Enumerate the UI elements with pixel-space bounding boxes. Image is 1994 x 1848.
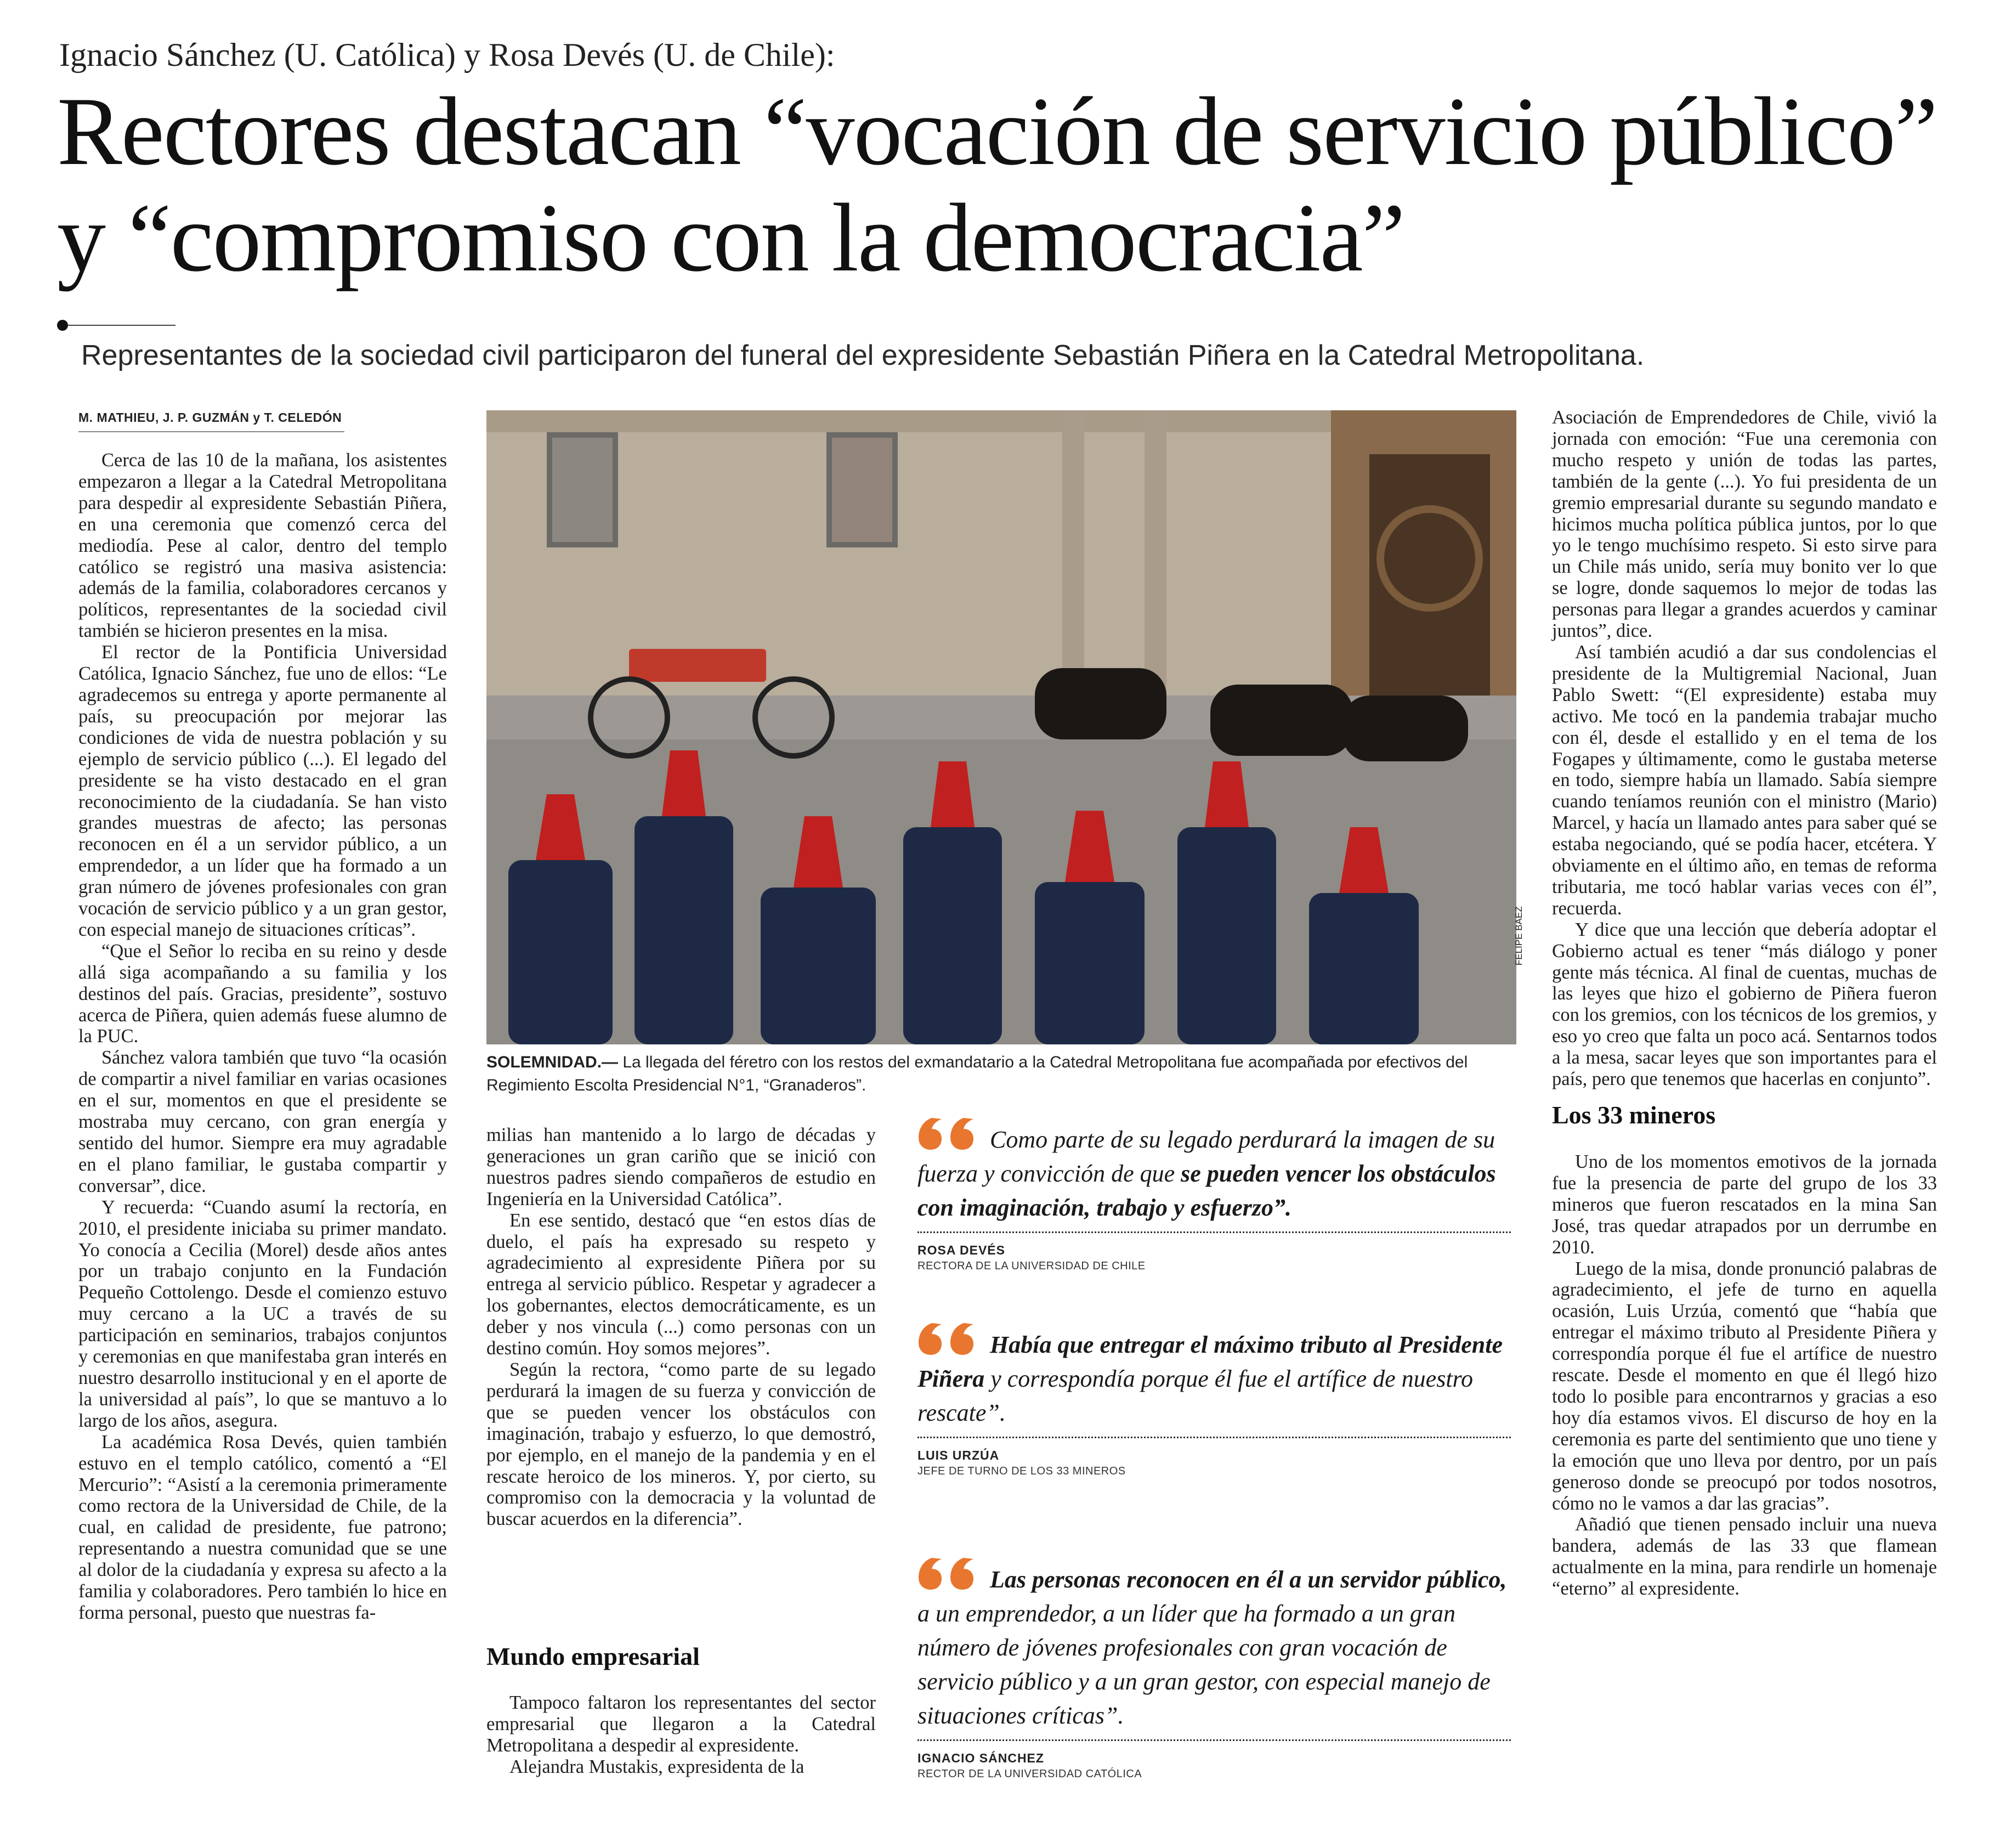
quote-text: Como parte de su legado perdurará la imagen de su fuerza y convicción de que [917,1126,1495,1187]
paragraph: Cerca de las 10 de la mañana, los asistentes empezaron a llegar a la Catedral Metropolitana para despedir al expresidente Sebastián Piñera, en una ceremonia que comenzó cerca del mediodía. Pese al calor, dentro del templo católico se registró una masiva asistencia: además de la familia, colaboradores cercanos y políticos, representantes de la sociedad civil también se hicieron presentes en la misa. [78,450,447,642]
quote-mark-icon [917,1323,984,1355]
byline-divider [78,431,344,432]
subhead-mundo-empresarial: Mundo empresarial [486,1642,700,1670]
pull-quote-deves [917,1118,1511,1273]
paragraph: Tampoco faltaron los representantes del sector empresarial que llegaron a la Catedral Metropolitana a despedir al expresidente. [486,1692,876,1756]
paragraph: Según la rectora, “como parte de su legado perdurará la imagen de su fuerza y convicción de que se pueden vencer los obstáculos con imaginación, trabajo y esfuerzo, lo que demostró, por ejemplo, en el manejo de la pandemia y en el rescate heroico de los mineros. Y, por cierto, su compromiso con la democracia y la voluntad de buscar acuerdos en la diferencia”. [486,1359,876,1530]
quote-author-role: RECTORA DE LA UNIVERSIDAD DE CHILE [917,1260,1146,1272]
article-byline: M. MATHIEU, J. P. GUZMÁN y T. CELEDÓN [78,410,342,425]
quote-text-bold: Las personas reconocen en él a un servidor público, [990,1566,1507,1593]
paragraph: Alejandra Mustakis, expresidenta de la [509,1756,805,1777]
quote-text-bold: se pueden vencer los obstáculos con imaginación, trabajo y esfuerzo”. [917,1160,1496,1221]
photo-credit: FELIPE BAEZ [1514,906,1524,965]
paragraph: Sánchez valora también que tuvo “la ocasión de compartir a nivel familiar en varias ocasiones en el sur, momentos en que el presidente se mostraba muy cercano, con gran energía y sentido del humor. Siempre era muy agradable en el plano familiar, le gustaba compartir y conversar”, dice. [78,1047,447,1196]
rule-line [68,325,175,326]
paragraph: Y dice que una lección que debería adoptar el Gobierno actual es tener “más diálogo y poner gente más técnica. Al final de cuentas, muchas de las leyes que hizo el gobierno de Piñera fueron con los gremios, con los técnicos de los gremios, y eso yo creo que falta un poco acá. Sentarnos todos a la mesa, sacar leyes que son importantes para el país, pero que tenemos que hacerlas en conjunto”. [1552,919,1937,1090]
column-3 [1552,407,1937,1600]
quote-author-role: RECTOR DE LA UNIVERSIDAD CATÓLICA [917,1768,1142,1780]
paragraph: La académica Rosa Devés, quien también estuvo en el templo católico, comentó a “El Mercurio”: “Asistí a la ceremonia primeramente como rectora de la Universidad de Chile, de la cual, en calidad de presidente, fue patrono; representando a nuestra comunidad que se une al dolor de la ciudadanía y expresa su afecto a la familia y colaboradores. Pero también lo hice en forma personal, puesto que nuestras fa- [78,1431,447,1623]
quote-text: y correspondía porque él fue el artífice de nuestro rescate”. [917,1365,1474,1426]
quote-mark-icon [917,1118,984,1150]
quote-text-bold: Había que entregar el máximo tributo al Presidente Piñera [917,1331,1503,1392]
paragraph: milias han mantenido a lo largo de décadas y generaciones un gran cariño que se inició con nuestros padres siendo compañeros de estudio en Ingeniería en la Universidad Católica”. [486,1124,876,1210]
subhead-los-33-mineros: Los 33 mineros [1552,1101,1716,1129]
quote-author-name: LUIS URZÚA [917,1448,1000,1462]
paragraph: Asociación de Emprendedores de Chile, vivió la jornada con emoción: “Fue una ceremonia con mucho respeto y unión de todas las partes, también de la gente (...). Yo fui presidenta de un gremio empresarial durante su segundo mandato e hicimos mucha política pública juntos, por lo que yo le tengo muchísimo respeto. Si esto sirve para un Chile más unido, sería muy bonito ver lo que se logre, donde saquemos lo mejor de todas las personas para llegar a grandes acuerdos y caminar juntos”, dice. [1552,407,1937,642]
rule-dot [57,320,68,331]
column-2 [486,1124,876,1530]
photo-caption [486,1051,1516,1097]
article-kicker: Ignacio Sánchez (U. Católica) y Rosa Devés (U. de Chile): [59,37,835,73]
quote-author-name: ROSA DEVÉS [917,1243,1005,1257]
paragraph: “Que el Señor lo reciba en su reino y desde allá siga acompañando a su familia y los destinos del país. Gracias, presidente”, sostuvo acerca de Piñera, quien además fuese alumno de la PUC. [78,940,447,1047]
paragraph: El rector de la Pontificia Universidad Católica, Ignacio Sánchez, fue uno de ellos: “Le agradecemos su entrega y aporte permanente al país, su preocupación por mejorar las condiciones de vida de nuestra población y su ejemplo de servicio público (...). El legado del presidente se ha visto destacado en el gran reconocimiento de la ciudadanía. Se han visto grandes muestras de afecto; las personas reconocen en él a un servidor público, a un emprendedor, a un líder que ha formado a un gran número de jóvenes profesionales con gran vocación de servicio público y a un gran gestor, con especial manejo de situaciones críticas”. [78,642,447,940]
pull-quote-sanchez [917,1558,1511,1781]
quote-text: a un emprendedor, a un líder que ha formado a un gran número de jóvenes profesionales con gran vocación de servicio público y a un gran gestor, con especial manejo de situaciones críticas”. [917,1600,1491,1729]
paragraph: Uno de los momentos emotivos de la jornada fue la presencia de parte del grupo de los 33 mineros que fueron rescatados en la mina San José, tras quedar atrapados por un derrumbe en 2010. [1552,1151,1937,1258]
quote-mark-icon [917,1558,984,1590]
paragraph: Luego de la misa, donde pronunció palabras de agradecimiento, el jefe de turno en aquella ocasión, Luis Urzúa, comentó que “había que entregar el máximo tributo al Presidente Piñera y correspondía porque él fue el artífice de nuestro rescate. Desde el momento en que él llegó hizo todo lo posible para encontrarnos y gracias a eso hoy día estamos vivos. El discurso de hoy en la ceremonia es parte del sentimiento que uno tiene y la emoción que uno lleva por dentro, por un país generoso donde se preocupó por todos nosotros, cómo no le vamos a dar las gracias”. [1552,1258,1937,1514]
quote-divider [917,1739,1511,1741]
paragraph: Añadió que tienen pensado incluir una nueva bandera, además de las 33 que flamean actualmente en la mina, para rendirle un homenaje “eterno” al expresidente. [1552,1514,1937,1600]
paragraph: En ese sentido, destacó que “en estos días de duelo, el país ha expresado su respeto y agradecimiento al expresidente Piñera por su entrega al servicio público. Respetar y agradecer a los gobernantes, electos democráticamente, es un deber y nos vincula (...) como personas con un destino común. Hoy somos mejores”. [486,1210,876,1359]
quote-divider [917,1231,1511,1233]
paragraph: Y recuerda: “Cuando asumí la rectoría, en 2010, el presidente iniciaba su primer mandato. Yo conocía a Cecilia (Morel) desde años antes por un trabajo conjunto en la Fundación Pequeño Cottolengo. Desde el comienzo estuvo muy cercano a la UC a través de su participación en seminarios, trabajos conjuntos y ceremonias en que manifestaba gran interés en nuestro desarrollo institucional y en el aporte de la universidad al país”, lo que se mantuvo a lo largo de los años, asegura. [78,1196,447,1431]
quote-author-name: IGNACIO SÁNCHEZ [917,1751,1044,1765]
quote-author-role: JEFE DE TURNO DE LOS 33 MINEROS [917,1465,1126,1477]
pull-quote-urzua [917,1323,1511,1478]
caption-label: SOLEMNIDAD.— [486,1053,618,1071]
article-headline: Rectores destacan “vocación de servicio público” y “compromiso con la democracia” [57,77,1937,292]
funeral-photo-illustration [486,410,1516,1044]
quote-divider [917,1437,1511,1438]
paragraph: Así también acudió a dar sus condolencias el presidente de la Multigremial Nacional, Juan Pablo Swett: “(El expresidente) estaba muy activo. Me tocó en la pandemia trabajar mucho con él, desde el estallido y en el tema de los Fogapes y últimamente, como le gustaba meterse en todo, siempre había un llamado. Sabía siempre cuando teníamos reunión con el ministro (Mario) Marcel, y hacía un llamado antes para saber qué se estaba negociando, qué se podía hacer, etcétera. Y obviamente en el último año, en temas de reforma tributaria, me tocó hablar varias veces con él”, recuerda. [1552,641,1937,919]
column-1 [78,450,447,1624]
column-2-continued [486,1692,876,1778]
caption-text: La llegada del féretro con los restos del exmandatario a la Catedral Metropolitana fue acompañada por efectivos del Regimiento Escolta Presidencial N°1, “Granaderos”. [486,1053,1468,1094]
article-deck: Representantes de la sociedad civil participaron del funeral del expresidente Sebastián Piñera en la Catedral Metropolitana. [81,340,1645,371]
funeral-photo [486,410,1516,1044]
